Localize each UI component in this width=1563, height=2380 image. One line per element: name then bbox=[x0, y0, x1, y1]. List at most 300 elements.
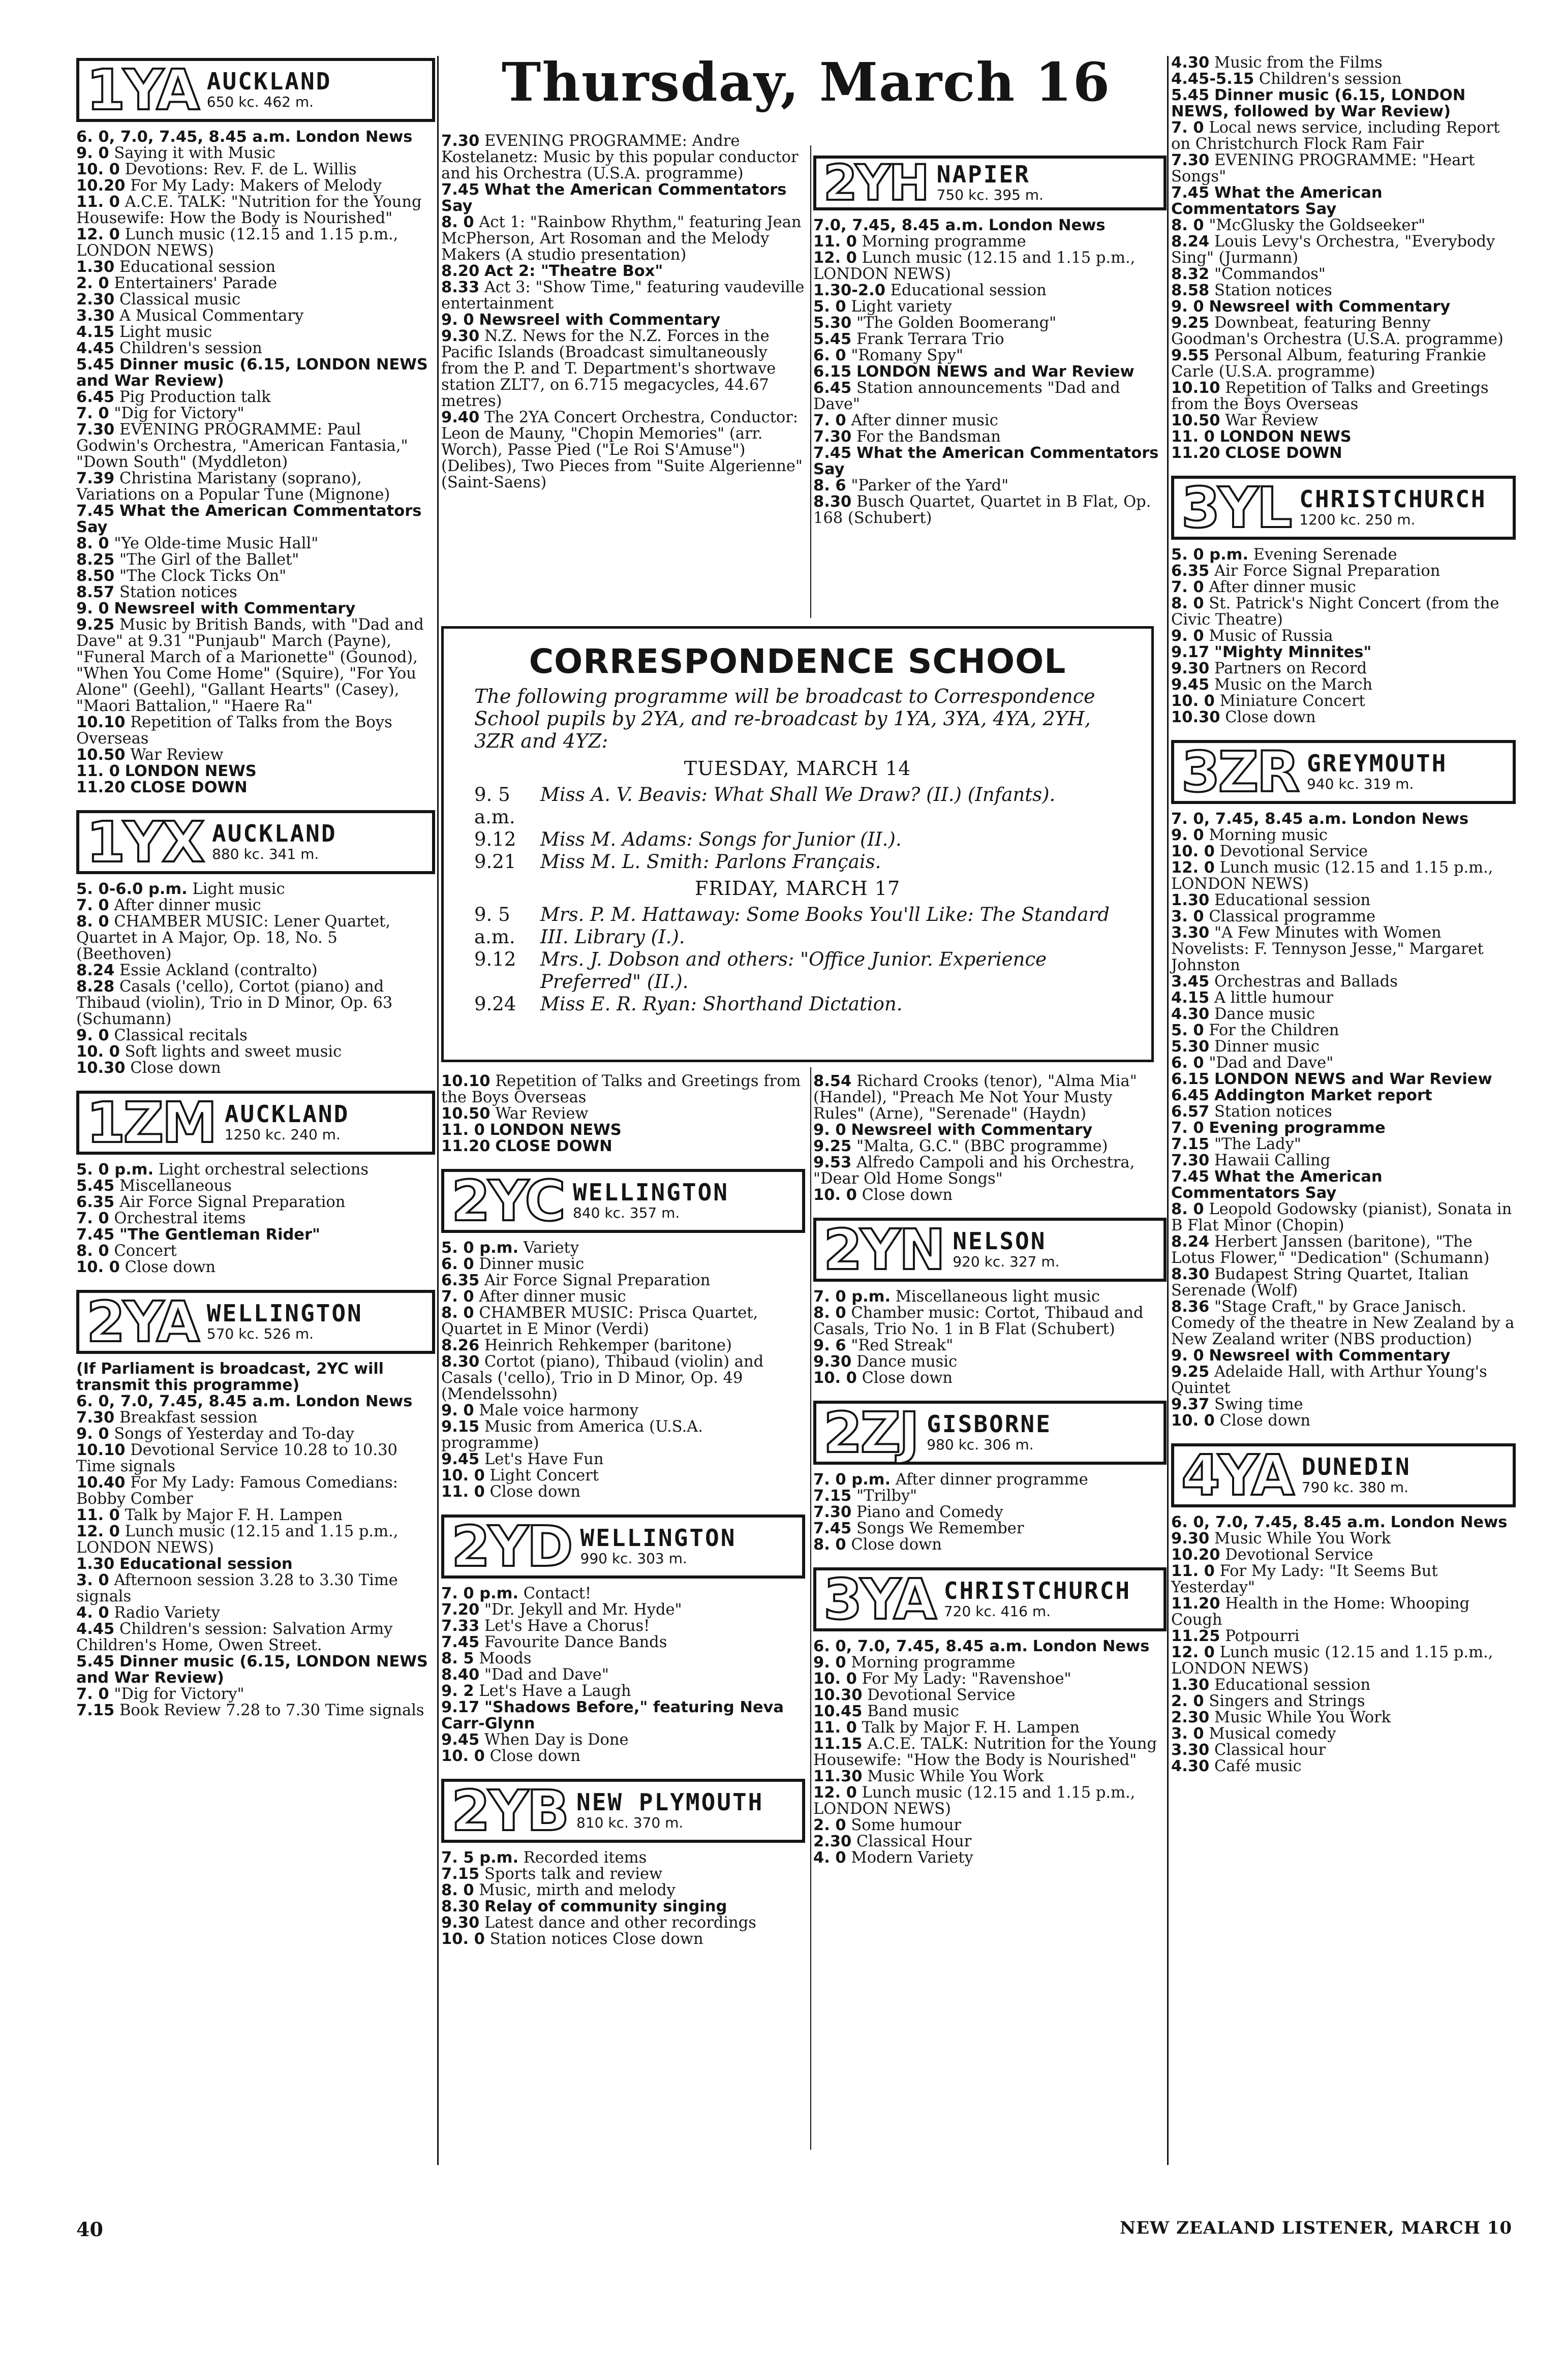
station-header-3yl bbox=[1171, 476, 1516, 540]
column-rule bbox=[810, 1067, 811, 2150]
schedule-text: Moods bbox=[479, 1650, 532, 1667]
correspondence-item bbox=[474, 851, 1121, 873]
schedule-text: "Dad and Dave" bbox=[484, 1666, 609, 1684]
station-city: WELLINGTON bbox=[573, 1179, 729, 1207]
schedule-item bbox=[813, 1504, 1167, 1521]
schedule-time: 7.45 bbox=[1171, 1168, 1210, 1186]
schedule-text: Saying it with Music bbox=[114, 144, 275, 162]
schedule-time: 9.37 bbox=[1171, 1396, 1210, 1413]
schedule-item bbox=[813, 1122, 1167, 1138]
schedule-time: 5. 0 bbox=[813, 298, 846, 316]
schedule-item bbox=[76, 1442, 435, 1475]
schedule-item bbox=[813, 364, 1167, 380]
schedule-text: EVENING PROGRAMME: Andre Kostelanetz: Music by this popular conductor and his Orchestra (U.S.A. programme) bbox=[441, 132, 799, 182]
schedule-text: Light Concert bbox=[489, 1467, 599, 1485]
correspondence-school-box bbox=[441, 626, 1154, 1062]
schedule-item bbox=[813, 299, 1167, 315]
schedule-time: 10.10 bbox=[441, 1072, 491, 1090]
schedule-item bbox=[1171, 811, 1516, 827]
schedule-time: 7.33 bbox=[441, 1617, 480, 1635]
schedule-text: After dinner music bbox=[114, 897, 261, 914]
station-frequency: 790 kc. 380 m. bbox=[1301, 1479, 1409, 1496]
schedule-time: 10.10 bbox=[1171, 379, 1220, 397]
schedule-item bbox=[76, 1060, 435, 1076]
schedule-time: 9.55 bbox=[1171, 347, 1210, 364]
schedule-time: 10. 0 bbox=[441, 1930, 485, 1948]
schedule-text: Talk by Major F. H. Lampen bbox=[862, 1719, 1080, 1737]
schedule-time: 4.45-5.15 bbox=[1171, 70, 1254, 88]
schedule-3ya bbox=[813, 1639, 1167, 1866]
schedule-text: Act 2: "Theatre Box" bbox=[484, 262, 663, 280]
schedule-text: For My Lady: Makers of Melody bbox=[130, 177, 382, 195]
schedule-item bbox=[76, 1572, 435, 1605]
schedule-time: 9. 0 bbox=[1171, 627, 1204, 645]
schedule-text: London News bbox=[1352, 810, 1469, 828]
schedule-time: 9.45 bbox=[1171, 676, 1210, 694]
schedule-item bbox=[1171, 1071, 1516, 1088]
schedule-text: Educational session bbox=[119, 258, 276, 276]
schedule-item bbox=[441, 1273, 805, 1289]
station-city: AUCKLAND bbox=[206, 68, 332, 96]
schedule-text: Orchestras and Ballads bbox=[1214, 973, 1398, 991]
schedule-time: 4. 0 bbox=[813, 1849, 846, 1867]
schedule-text: Music While You Work bbox=[867, 1768, 1044, 1785]
schedule-time: 8. 0 bbox=[441, 1304, 474, 1322]
schedule-item bbox=[76, 1162, 435, 1178]
schedule-text: "Dig for Victory" bbox=[114, 1685, 244, 1703]
schedule-item bbox=[813, 380, 1167, 413]
schedule-item bbox=[76, 1524, 435, 1556]
schedule-time: 11.20 bbox=[76, 779, 126, 796]
schedule-item bbox=[813, 478, 1167, 494]
schedule-text: "Ye Olde-time Music Hall" bbox=[114, 535, 319, 552]
schedule-item bbox=[76, 129, 435, 145]
schedule-time: 10. 0 bbox=[76, 1043, 120, 1061]
schedule-item bbox=[1171, 315, 1516, 348]
schedule-item bbox=[76, 536, 435, 552]
schedule-text: Close down bbox=[489, 1483, 581, 1501]
schedule-time: 9. 0 bbox=[813, 1121, 846, 1139]
schedule-item bbox=[813, 250, 1167, 283]
schedule-text: CLOSE DOWN bbox=[1225, 444, 1342, 462]
schedule-text: Let's Have Fun bbox=[484, 1450, 604, 1468]
correspondence-time: 9.12 bbox=[474, 948, 516, 970]
schedule-time: 11.25 bbox=[1171, 1627, 1220, 1645]
schedule-text: For the Children bbox=[1209, 1022, 1339, 1039]
schedule-text: Herbert Janssen (baritone), "The Lotus Flower," "Dedication" (Schumann) bbox=[1171, 1233, 1490, 1267]
schedule-item bbox=[441, 1748, 805, 1765]
schedule-time: 7.45 bbox=[76, 1226, 115, 1244]
schedule-time: 7.30 bbox=[1171, 1152, 1210, 1169]
schedule-text: "Romany Spy" bbox=[851, 347, 964, 364]
schedule-item bbox=[76, 1194, 435, 1211]
schedule-time: 2. 0 bbox=[813, 1816, 846, 1834]
schedule-item bbox=[76, 617, 435, 715]
schedule-time: 10. 0 bbox=[813, 1186, 857, 1204]
schedule-time: 8.26 bbox=[441, 1337, 480, 1354]
schedule-time: 10. 0 bbox=[1171, 692, 1215, 710]
correspondence-item bbox=[474, 904, 1121, 948]
column-3-top bbox=[813, 152, 1167, 527]
schedule-time: 6.15 bbox=[813, 363, 852, 381]
schedule-text: Children's session: Salvation Army Children's Home, Owen Street. bbox=[76, 1620, 393, 1654]
schedule-time: 8.30 bbox=[441, 1353, 480, 1371]
schedule-item bbox=[76, 1621, 435, 1654]
schedule-item bbox=[76, 780, 435, 796]
schedule-item bbox=[441, 1138, 805, 1155]
schedule-time: 8.25 bbox=[76, 551, 115, 569]
schedule-time: 8. 0 bbox=[813, 1536, 846, 1554]
schedule-2yc bbox=[441, 1240, 805, 1500]
schedule-time: 6.35 bbox=[1171, 562, 1210, 580]
schedule-time: 10. 0 bbox=[813, 1369, 857, 1387]
schedule-item bbox=[1171, 892, 1516, 909]
schedule-text: Let's Have a Chorus! bbox=[484, 1617, 650, 1635]
schedule-text: What the American Commentators Say bbox=[76, 502, 422, 536]
schedule-time: 11. 0 bbox=[441, 1121, 485, 1139]
schedule-time: 4.15 bbox=[1171, 989, 1210, 1007]
schedule-time: 9. 2 bbox=[441, 1682, 474, 1700]
schedule-item bbox=[1171, 547, 1516, 563]
schedule-text: Dinner music bbox=[479, 1255, 585, 1273]
schedule-item bbox=[1171, 71, 1516, 87]
schedule-time: 8.28 bbox=[76, 978, 115, 996]
schedule-time: 6.45 bbox=[1171, 1087, 1210, 1104]
schedule-text: Dinner music (6.15, LONDON NEWS and War Review) bbox=[76, 1653, 428, 1687]
schedule-time: 8.24 bbox=[1171, 1233, 1210, 1251]
schedule-item bbox=[1171, 1413, 1516, 1429]
schedule-text: Dinner music bbox=[1214, 1038, 1320, 1056]
schedule-1ya bbox=[76, 129, 435, 796]
schedule-item bbox=[76, 1259, 435, 1276]
schedule-time: 6.35 bbox=[441, 1272, 480, 1289]
schedule-item bbox=[813, 1785, 1167, 1817]
schedule-text: London News bbox=[1390, 1513, 1508, 1531]
schedule-text: Personal Album, featuring Frankie Carle (U.S.A. programme) bbox=[1171, 347, 1486, 381]
schedule-item bbox=[813, 1687, 1167, 1704]
schedule-text: Devotional Service bbox=[1219, 843, 1368, 860]
schedule-text: EVENING PROGRAMME: Paul Godwin's Orchestra, "American Fantasia," "Down South" (Myddleton) bbox=[76, 421, 408, 471]
schedule-item bbox=[813, 1338, 1167, 1354]
schedule-item bbox=[76, 1686, 435, 1703]
station-frequency: 880 kc. 341 m. bbox=[212, 846, 319, 863]
schedule-item bbox=[76, 568, 435, 584]
schedule-time: 12. 0 bbox=[1171, 859, 1215, 877]
schedule-text: Pig Production talk bbox=[119, 388, 271, 406]
schedule-item bbox=[1171, 218, 1516, 234]
schedule-item bbox=[1171, 299, 1516, 315]
schedule-time: 2.30 bbox=[76, 291, 115, 308]
schedule-text: Music on the March bbox=[1214, 676, 1373, 694]
schedule-text: London News bbox=[295, 1393, 413, 1410]
schedule-2yn bbox=[813, 1289, 1167, 1386]
schedule-item bbox=[1171, 1628, 1516, 1645]
schedule-time: 11.15 bbox=[813, 1735, 863, 1753]
schedule-text: Repetition of Talks and Greetings from the Boys Overseas bbox=[1171, 379, 1489, 413]
schedule-text: What the American Commentators Say bbox=[441, 181, 787, 215]
schedule-time: 8. 6 bbox=[813, 477, 846, 494]
schedule-time: 7.30 bbox=[76, 421, 115, 439]
schedule-item bbox=[1171, 1693, 1516, 1710]
schedule-time: 6.35 bbox=[76, 1193, 115, 1211]
schedule-text: Repetition of Talks and Greetings from the Boys Overseas bbox=[441, 1072, 801, 1106]
schedule-item bbox=[1171, 974, 1516, 990]
schedule-time: 9.30 bbox=[1171, 660, 1210, 677]
schedule-time: 7.30 bbox=[441, 132, 480, 150]
schedule-item bbox=[1171, 1055, 1516, 1071]
correspondence-text: Miss M. L. Smith: Parlons Français. bbox=[540, 851, 881, 873]
schedule-text: Sports talk and review bbox=[484, 1865, 663, 1883]
column-1 bbox=[76, 55, 435, 1719]
schedule-text: "Shadows Before," featuring Neva Carr-Glynn bbox=[441, 1698, 784, 1733]
schedule-item bbox=[813, 1655, 1167, 1671]
schedule-item bbox=[813, 1305, 1167, 1338]
column-2-top bbox=[441, 133, 805, 491]
schedule-text: Devotional Service 10.28 to 10.30 Time signals bbox=[76, 1441, 397, 1475]
schedule-text: Variety bbox=[523, 1239, 579, 1257]
schedule-time: 8.30 bbox=[441, 1898, 480, 1915]
schedule-text: Miscellaneous bbox=[119, 1177, 232, 1195]
schedule-item bbox=[76, 406, 435, 422]
station-callsign: 4YA bbox=[1181, 1443, 1293, 1508]
schedule-time: 6. 0, 7.0, 7.45, 8.45 a.m. bbox=[76, 128, 291, 146]
schedule-time: 6. 0 bbox=[813, 347, 846, 364]
schedule-item bbox=[1171, 844, 1516, 860]
schedule-text: Newsreel with Commentary bbox=[1209, 1347, 1451, 1365]
schedule-3zr bbox=[1171, 811, 1516, 1429]
station-header-2yc bbox=[441, 1169, 805, 1233]
schedule-item bbox=[813, 1289, 1167, 1305]
schedule-text: "Stage Craft," by Grace Janisch. Comedy of the theatre in New Zealand by a New Zealand writer (NBS production) bbox=[1171, 1298, 1515, 1348]
schedule-item bbox=[813, 315, 1167, 331]
schedule-text: A Musical Commentary bbox=[119, 307, 304, 325]
schedule-item bbox=[76, 259, 435, 275]
schedule-text: Dinner music (6.15, LONDON NEWS, followed by War Review) bbox=[1171, 86, 1466, 120]
column-rule bbox=[437, 56, 439, 2165]
schedule-item bbox=[441, 1122, 805, 1138]
schedule-time: 9.15 bbox=[441, 1418, 480, 1436]
station-callsign: 2YC bbox=[451, 1168, 564, 1233]
schedule-item bbox=[76, 552, 435, 568]
station-frequency: 810 kc. 370 m. bbox=[576, 1814, 684, 1832]
schedule-time: 11. 0 bbox=[441, 1483, 485, 1501]
schedule-text: Educational session bbox=[119, 1555, 293, 1573]
schedule-item bbox=[76, 881, 435, 898]
schedule-text: Local news service, including Report on Christchurch Flock Ram Fair bbox=[1171, 119, 1500, 153]
station-callsign: 2YH bbox=[823, 154, 928, 211]
schedule-time: 9. 0 bbox=[1171, 1347, 1204, 1365]
column-4 bbox=[1171, 55, 1516, 1775]
schedule-time: 10. 0 bbox=[813, 1670, 857, 1688]
schedule-time: 5. 0-6.0 p.m. bbox=[76, 880, 188, 898]
schedule-time: 6. 0 bbox=[441, 1255, 474, 1273]
schedule-text: Devotional Service bbox=[1225, 1546, 1373, 1564]
station-header-2zj bbox=[813, 1401, 1167, 1465]
schedule-item bbox=[76, 145, 435, 162]
schedule-text: After dinner music bbox=[1209, 578, 1356, 596]
schedule-item bbox=[441, 1484, 805, 1500]
schedule-time: 7.0, 7.45, 8.45 a.m. bbox=[813, 217, 984, 234]
schedule-text: Contact! bbox=[523, 1585, 592, 1602]
schedule-text: Band music bbox=[867, 1703, 959, 1720]
schedule-item bbox=[441, 1305, 805, 1338]
schedule-item bbox=[441, 182, 805, 214]
schedule-time: 3.30 bbox=[76, 307, 115, 325]
schedule-text: Partners on Record bbox=[1214, 660, 1367, 677]
schedule-item bbox=[1171, 1348, 1516, 1364]
schedule-item bbox=[76, 308, 435, 324]
correspondence-text: Mrs. P. M. Hattaway: Some Books You'll Like: The Standard III. Library (I.). bbox=[540, 904, 1110, 948]
schedule-2yb bbox=[441, 1850, 805, 1948]
correspondence-item bbox=[474, 993, 1121, 1015]
schedule-text: Lunch music (12.15 and 1.15 p.m., LONDON NEWS) bbox=[1171, 859, 1493, 893]
schedule-text: Educational session bbox=[1214, 1676, 1371, 1694]
schedule-item bbox=[1171, 1039, 1516, 1055]
schedule-item bbox=[813, 331, 1167, 348]
schedule-item bbox=[1171, 909, 1516, 925]
schedule-text: A.C.E. TALK: "Nutrition for the Young Housewife: How the Body is Nourished" bbox=[76, 193, 422, 227]
schedule-time: 9.45 bbox=[441, 1450, 480, 1468]
schedule-text: Christina Maristany (soprano), Variations on a Popular Tune (Mignone) bbox=[76, 470, 390, 504]
schedule-time: 10.50 bbox=[1171, 412, 1220, 429]
schedule-time: 8. 0 bbox=[813, 1304, 846, 1322]
schedule-time: 7. 0 bbox=[76, 1210, 109, 1227]
schedule-item bbox=[441, 1338, 805, 1354]
schedule-item bbox=[1171, 1120, 1516, 1136]
schedule-time: 9. 0 bbox=[76, 1425, 109, 1443]
station-frequency: 720 kc. 416 m. bbox=[943, 1603, 1051, 1620]
schedule-text: Morning music bbox=[1209, 826, 1328, 844]
schedule-time: 2. 0 bbox=[76, 274, 109, 292]
schedule-text: EVENING PROGRAMME: "Heart Songs" bbox=[1171, 151, 1475, 186]
schedule-item bbox=[1171, 1547, 1516, 1563]
correspondence-day: TUESDAY, MARCH 14 bbox=[684, 757, 911, 780]
schedule-2ya bbox=[76, 1394, 435, 1719]
schedule-text: A little humour bbox=[1214, 989, 1334, 1007]
station-city: GISBORNE bbox=[927, 1410, 1052, 1438]
schedule-time: 11. 0 bbox=[76, 193, 120, 211]
schedule-time: 7.45 bbox=[441, 1633, 480, 1651]
schedule-item bbox=[76, 1227, 435, 1243]
schedule-item bbox=[1171, 1104, 1516, 1120]
schedule-item bbox=[441, 1451, 805, 1468]
schedule-text: Addington Market report bbox=[1214, 1087, 1432, 1104]
column-rule bbox=[810, 145, 811, 618]
schedule-text: Male voice harmony bbox=[479, 1402, 639, 1419]
schedule-item bbox=[1171, 1364, 1516, 1397]
schedule-text: Dance music bbox=[856, 1353, 958, 1371]
schedule-time: 9.25 bbox=[1171, 314, 1210, 332]
schedule-text: Favourite Dance Bands bbox=[484, 1633, 667, 1651]
schedule-text: After dinner music bbox=[479, 1288, 626, 1306]
schedule-time: 9. 0 bbox=[441, 1402, 474, 1419]
schedule-text: Chamber music: Cortot, Thibaud and Casals, Trio No. 1 in B Flat (Schubert) bbox=[813, 1304, 1144, 1338]
station-city: AUCKLAND bbox=[212, 820, 337, 848]
schedule-text: Close down bbox=[862, 1369, 953, 1387]
schedule-item bbox=[76, 898, 435, 914]
schedule-time: 10.20 bbox=[76, 177, 126, 195]
schedule-item bbox=[1171, 1153, 1516, 1169]
schedule-text: Music While You Work bbox=[1214, 1530, 1391, 1548]
schedule-text: Louis Levy's Orchestra, "Everybody Sing" (Jurmann) bbox=[1171, 233, 1495, 267]
schedule-time: 7.45 bbox=[813, 444, 852, 462]
schedule-text: Miscellaneous light music bbox=[895, 1288, 1100, 1306]
station-callsign: 1ZM bbox=[86, 1090, 216, 1155]
schedule-item bbox=[813, 413, 1167, 429]
station-callsign: 2YN bbox=[823, 1217, 944, 1282]
station-callsign: 3ZR bbox=[1181, 739, 1298, 805]
schedule-text: Relay of community singing bbox=[484, 1898, 727, 1915]
schedule-item bbox=[441, 1073, 805, 1106]
schedule-time: 3. 0 bbox=[1171, 1725, 1204, 1743]
schedule-text: Lunch music (12.15 and 1.15 p.m., LONDON NEWS) bbox=[813, 249, 1136, 283]
schedule-item bbox=[813, 1639, 1167, 1655]
schedule-item bbox=[441, 263, 805, 280]
schedule-time: 6. 0, 7.0, 7.45, 8.45 a.m. bbox=[1171, 1513, 1386, 1531]
schedule-time: 4.15 bbox=[76, 323, 115, 341]
station-frequency: 570 kc. 526 m. bbox=[206, 1325, 314, 1343]
station-city: CHRISTCHURCH bbox=[943, 1577, 1131, 1605]
station-callsign: 2ZJ bbox=[823, 1400, 918, 1465]
schedule-item bbox=[813, 234, 1167, 250]
schedule-time: 10.30 bbox=[813, 1686, 863, 1704]
station-city: NELSON bbox=[953, 1227, 1047, 1255]
schedule-text: Air Force Signal Preparation bbox=[119, 1193, 346, 1211]
schedule-item bbox=[76, 1028, 435, 1044]
schedule-item bbox=[441, 1915, 805, 1931]
schedule-time: 6. 0, 7.0, 7.45, 8.45 a.m. bbox=[813, 1637, 1028, 1655]
schedule-item bbox=[1171, 413, 1516, 429]
schedule-text: For My Lady: "It Seems But Yesterday" bbox=[1171, 1562, 1438, 1596]
station-frequency: 750 kc. 395 m. bbox=[936, 187, 1044, 204]
schedule-item bbox=[76, 601, 435, 617]
schedule-time: 9.17 bbox=[1171, 643, 1210, 661]
schedule-item bbox=[1171, 1201, 1516, 1234]
correspondence-time: 9. 5 a.m. bbox=[474, 904, 515, 948]
schedule-time: 7. 0 bbox=[1171, 578, 1204, 596]
schedule-item bbox=[1171, 1645, 1516, 1677]
schedule-time: 7. 0 bbox=[441, 1288, 474, 1306]
schedule-item bbox=[441, 1106, 805, 1122]
schedule-time: 9.17 bbox=[441, 1698, 480, 1716]
schedule-text: Close down bbox=[125, 1258, 216, 1276]
station-header-2yh bbox=[813, 156, 1167, 210]
schedule-text: Newsreel with Commentary bbox=[1209, 298, 1451, 316]
schedule-time: 10.45 bbox=[813, 1703, 863, 1720]
schedule-text: Devotions: Rev. F. de L. Willis bbox=[125, 161, 357, 178]
schedule-time: 8.36 bbox=[1171, 1298, 1210, 1316]
schedule-text: Breakfast session bbox=[119, 1409, 258, 1427]
station-city: NAPIER bbox=[936, 161, 1030, 189]
schedule-text: Music, mirth and melody bbox=[479, 1881, 676, 1899]
schedule-item bbox=[1171, 1234, 1516, 1266]
station-header-4ya bbox=[1171, 1443, 1516, 1507]
schedule-time: 1.30-2.0 bbox=[813, 282, 885, 299]
schedule-time: 8.33 bbox=[441, 279, 480, 296]
schedule-3yl bbox=[1171, 547, 1516, 726]
schedule-time: 12. 0 bbox=[1171, 1644, 1215, 1661]
schedule-text: "Red Streak" bbox=[851, 1337, 954, 1354]
schedule-text: "Dr. Jekyll and Mr. Hyde" bbox=[484, 1601, 682, 1619]
schedule-2yh-continued bbox=[813, 1073, 1167, 1203]
schedule-text: Essie Ackland (contralto) bbox=[119, 962, 318, 979]
schedule-item bbox=[76, 422, 435, 471]
schedule-text: The 2YA Concert Orchestra, Conductor: Leon de Mauny, "Chopin Memories" (arr. Worch), Passe Pied ("Le Roi S'Amuse") (Delibes), Two Pieces from "Suite Algerienne" (Saint-Saens) bbox=[441, 409, 803, 491]
schedule-item bbox=[441, 1403, 805, 1419]
schedule-text: CLOSE DOWN bbox=[495, 1137, 612, 1155]
schedule-item bbox=[1171, 348, 1516, 380]
schedule-item bbox=[441, 1732, 805, 1748]
